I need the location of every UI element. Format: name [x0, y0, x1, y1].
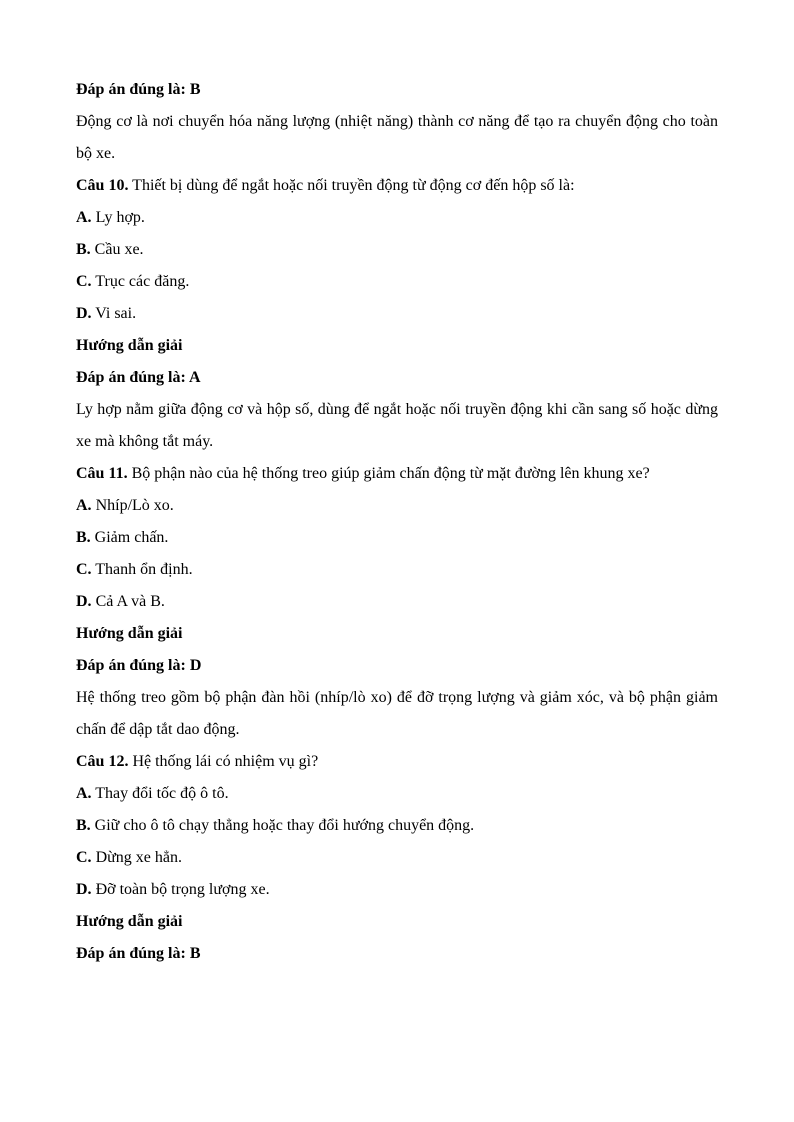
answer-line: Đáp án đúng là: B — [76, 81, 201, 98]
option-letter: B. — [76, 817, 91, 834]
document-page — [76, 74, 718, 970]
option-text: Giữ cho ô tô chạy thẳng hoặc thay đổi hướng chuyển động. — [90, 817, 475, 834]
answer-line: Đáp án đúng là: D — [76, 657, 202, 674]
option-b — [76, 522, 718, 554]
option-text: Trục các đăng. — [91, 273, 190, 290]
option-letter: D. — [76, 593, 92, 610]
option-text: Cầu xe. — [90, 241, 144, 258]
option-text: Nhíp/Lò xo. — [91, 497, 174, 514]
option-c — [76, 842, 718, 874]
option-text: Dừng xe hẳn. — [91, 849, 182, 866]
option-text: Giảm chấn. — [90, 529, 169, 546]
option-a — [76, 778, 718, 810]
option-c — [76, 266, 718, 298]
option-text: Ly hợp. — [91, 209, 145, 226]
option-d — [76, 874, 718, 906]
explanation-text: Ly hợp nằm giữa động cơ và hộp số, dùng để ngắt hoặc nối truyền động khi cần sang số hoặc dừng xe mà không tắt máy. — [76, 401, 718, 450]
question-label: Câu 12. — [76, 753, 129, 770]
option-d — [76, 298, 718, 330]
answer-line: Đáp án đúng là: A — [76, 369, 201, 386]
guide-heading: Hướng dẫn giải — [76, 625, 183, 642]
option-letter: D. — [76, 305, 92, 322]
option-text: Thay đổi tốc độ ô tô. — [91, 785, 229, 802]
option-text: Đỡ toàn bộ trọng lượng xe. — [91, 881, 270, 898]
option-letter: C. — [76, 561, 92, 578]
option-letter: C. — [76, 849, 92, 866]
option-letter: A. — [76, 497, 92, 514]
question-label: Câu 11. — [76, 465, 128, 482]
option-a — [76, 202, 718, 234]
guide-heading: Hướng dẫn giải — [76, 913, 183, 930]
option-letter: C. — [76, 273, 92, 290]
question-10 — [76, 170, 718, 202]
question-12 — [76, 746, 718, 778]
question-text: Thiết bị dùng để ngắt hoặc nối truyền động từ động cơ đến hộp số là: — [128, 177, 575, 194]
guide-heading: Hướng dẫn giải — [76, 337, 183, 354]
question-text: Bộ phận nào của hệ thống treo giúp giảm chấn động từ mặt đường lên khung xe? — [127, 465, 650, 482]
question-11 — [76, 458, 718, 490]
option-letter: A. — [76, 209, 92, 226]
question-label: Câu 10. — [76, 177, 129, 194]
option-b — [76, 234, 718, 266]
option-text: Cả A và B. — [91, 593, 165, 610]
explanation-text: Hệ thống treo gồm bộ phận đàn hồi (nhíp/lò xo) để đỡ trọng lượng và giảm xóc, và bộ phận giảm chấn để dập tắt dao động. — [76, 689, 718, 738]
option-text: Thanh ổn định. — [91, 561, 193, 578]
option-d — [76, 586, 718, 618]
question-text: Hệ thống lái có nhiệm vụ gì? — [128, 753, 319, 770]
option-letter: B. — [76, 241, 91, 258]
option-text: Vi sai. — [91, 305, 137, 322]
explanation-text: Động cơ là nơi chuyển hóa năng lượng (nhiệt năng) thành cơ năng để tạo ra chuyển động cho toàn bộ xe. — [76, 113, 718, 162]
option-b — [76, 810, 718, 842]
option-letter: A. — [76, 785, 92, 802]
option-letter: B. — [76, 529, 91, 546]
option-a — [76, 490, 718, 522]
option-c — [76, 554, 718, 586]
answer-line: Đáp án đúng là: B — [76, 945, 201, 962]
option-letter: D. — [76, 881, 92, 898]
